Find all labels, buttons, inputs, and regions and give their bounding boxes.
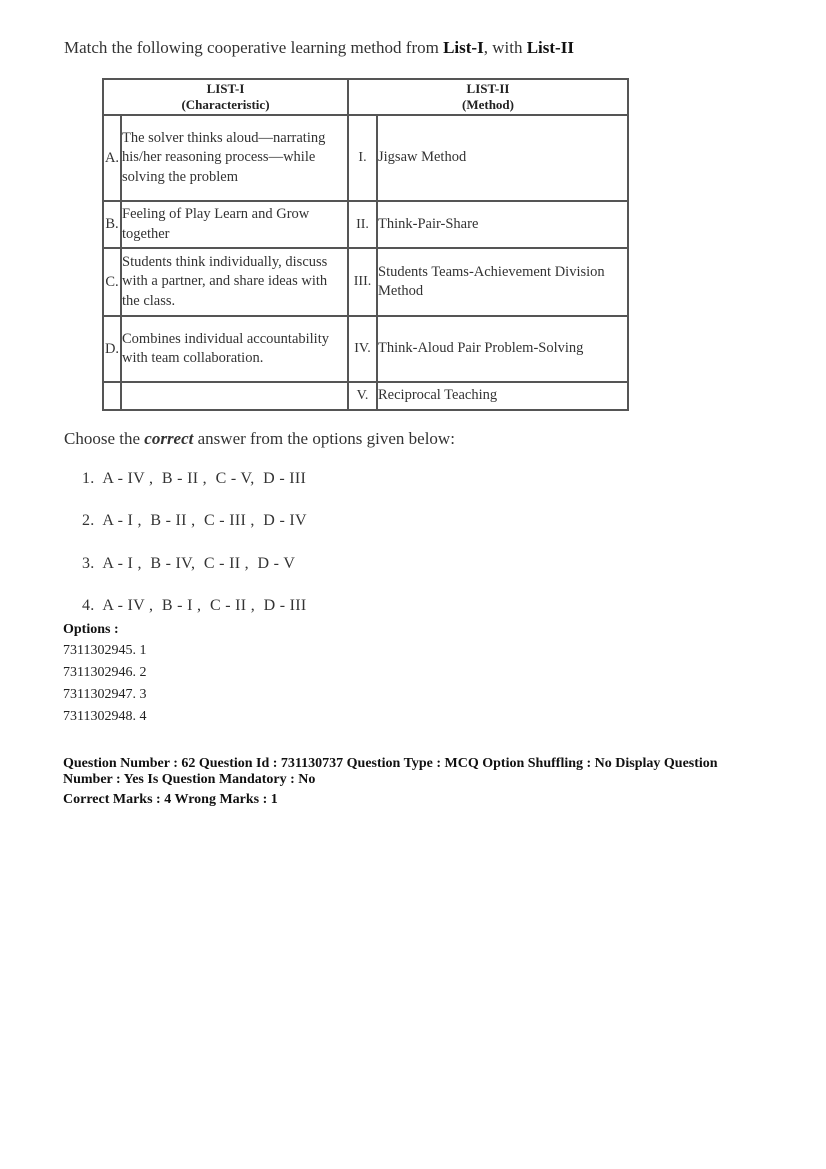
question-meta-line2: Number : Yes Is Question Mandatory : No <box>63 772 316 787</box>
row-label: C. <box>103 248 121 316</box>
options-label: Options : <box>63 622 119 637</box>
choose-before: Choose the <box>64 429 145 448</box>
option-id-1: 7311302945. 1 <box>63 643 147 658</box>
method-cell: Think-Aloud Pair Problem-Solving <box>377 316 628 382</box>
list2-label: List-II <box>526 38 574 57</box>
method-cell: Reciprocal Teaching <box>377 382 628 410</box>
method-cell: Jigsaw Method <box>377 115 628 201</box>
row-label: A. <box>103 115 121 201</box>
characteristic-cell: Feeling of Play Learn and Grow together <box>121 201 348 248</box>
list1-label: List-I <box>443 38 484 57</box>
option-id-2: 7311302946. 2 <box>63 665 147 680</box>
answer-option-4: 4. A - IV , B - I , C - II , D - III <box>82 597 307 614</box>
choose-instruction <box>64 429 455 449</box>
characteristic-cell: The solver thinks aloud—narrating his/her reasoning process—while solving the problem <box>121 115 348 201</box>
choose-emphasis: correct <box>144 429 194 448</box>
answer-option-2: 2. A - I , B - II , C - III , D - IV <box>82 512 307 529</box>
header-list1-sub: (Characteristic) <box>181 97 270 112</box>
table-row <box>103 115 628 201</box>
characteristic-cell <box>121 382 348 410</box>
row-label: B. <box>103 201 121 248</box>
roman-numeral: IV. <box>348 316 377 382</box>
row-label: D. <box>103 316 121 382</box>
answer-option-3: 3. A - I , B - IV, C - II , D - V <box>82 555 296 572</box>
header-list1 <box>103 79 348 115</box>
characteristic-cell: Students think individually, discuss with a partner, and share ideas with the class. <box>121 248 348 316</box>
roman-numeral: I. <box>348 115 377 201</box>
header-list1-title: LIST-I <box>206 81 245 96</box>
header-list2-sub: (Method) <box>462 97 514 112</box>
question-prefix: Match the following cooperative learning method from <box>64 38 444 57</box>
table-header-row <box>103 79 628 115</box>
question-marks: Correct Marks : 4 Wrong Marks : 1 <box>63 792 278 807</box>
roman-numeral: III. <box>348 248 377 316</box>
method-cell: Think-Pair-Share <box>377 201 628 248</box>
characteristic-cell: Combines individual accountability with team collaboration. <box>121 316 348 382</box>
question-meta-line1: Question Number : 62 Question Id : 731130737 Question Type : MCQ Option Shuffling : No Display Question <box>63 756 718 771</box>
option-id-3: 7311302947. 3 <box>63 687 147 702</box>
question-title <box>64 38 574 58</box>
table-row <box>103 316 628 382</box>
option-id-4: 7311302948. 4 <box>63 709 147 724</box>
roman-numeral: II. <box>348 201 377 248</box>
header-list2 <box>348 79 628 115</box>
table-row <box>103 201 628 248</box>
choose-after: answer from the options given below: <box>193 429 455 448</box>
table-row <box>103 382 628 410</box>
question-middle: , with <box>483 38 527 57</box>
roman-numeral: V. <box>348 382 377 410</box>
answer-option-1: 1. A - IV , B - II , C - V, D - III <box>82 470 307 487</box>
method-cell: Students Teams-Achievement Division Method <box>377 248 628 316</box>
match-table <box>102 78 629 411</box>
row-label <box>103 382 121 410</box>
table-row <box>103 248 628 316</box>
header-list2-title: LIST-II <box>466 81 510 96</box>
